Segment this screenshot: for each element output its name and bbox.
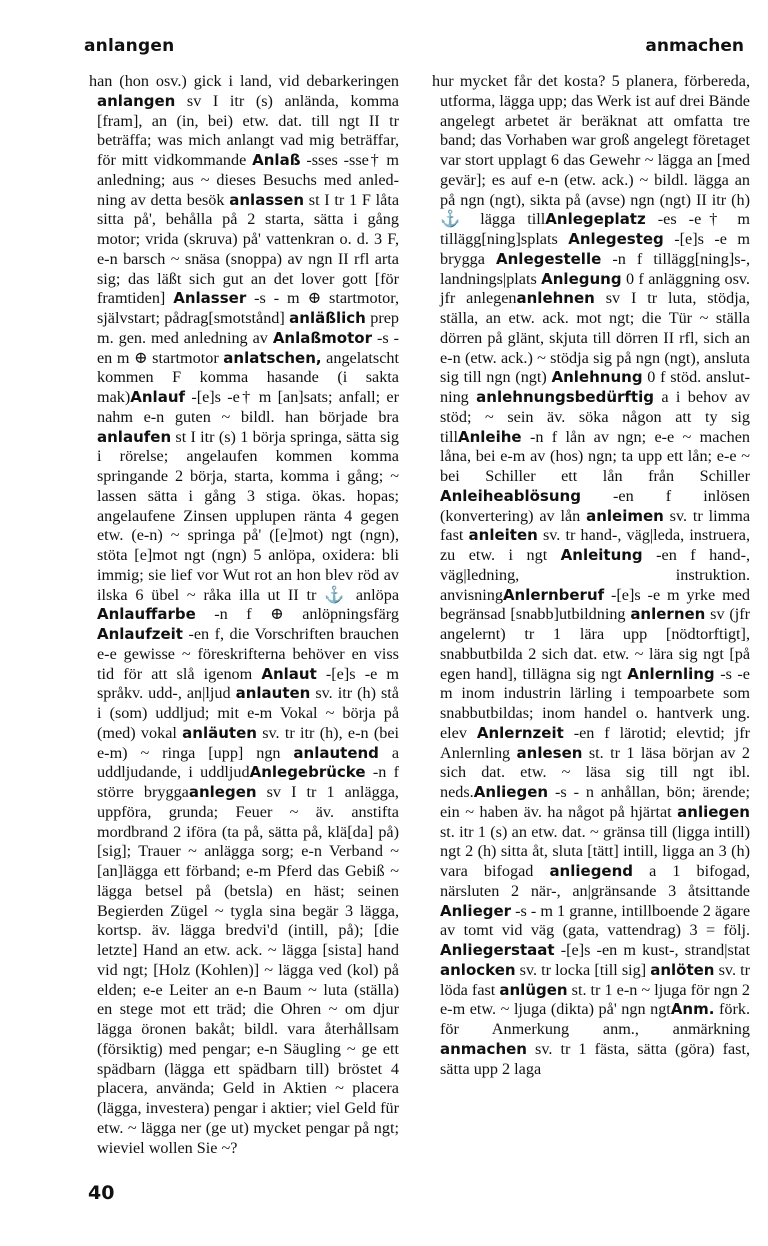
headword: Anlegesteg (568, 230, 664, 248)
entry-text: -[e]s -e† m [an]sats; anfall; er nahm e-n guten ~ bildl. han började bra (97, 388, 399, 426)
entry-text: sv I itr (s) anlända, komma [fram], an (in, bei) etw. dat. till ngt II tr beträffa; was mich anlangt vad mig beträffar, för mitt vidkommande (97, 91, 399, 169)
entry-text: -n f större brygga (97, 763, 399, 801)
entry-text: sv. tr limma fast (440, 506, 750, 545)
headword: anlatschen, (223, 348, 322, 367)
headword: Anleihe (458, 427, 522, 446)
entry-text: st. tr 1 läsa början av 2 sich dat. etw. ~ läsa sig till ngt ibl. neds. (440, 743, 751, 801)
headword: anlocken (440, 960, 516, 979)
entry-text: -[e]s -e m yrke med begränsad [snabb]utbildning (440, 585, 750, 624)
headword: anleiten (468, 526, 538, 545)
entry-text: -n f tillägg[ning]s-, landnings|plats (440, 249, 750, 288)
headword: anlaufen (97, 427, 172, 446)
headword: Anliegen (473, 783, 549, 801)
header-guide-word-left: anlangen (84, 36, 175, 56)
entry-text: -en f hand-, väg|ledning, instruktion. anvisning (440, 546, 751, 604)
page-number: 40 (88, 1182, 115, 1204)
dictionary-entry (89, 72, 399, 1158)
entry-text: -es -e† m tillägg[ning]splats (440, 210, 750, 248)
headword: anläuten (182, 723, 257, 742)
entry-text: 0 f anläggning osv. jfr anlegen (440, 269, 750, 308)
headword: anliegen (677, 802, 750, 821)
headword: Anlehnung (551, 368, 643, 387)
left-column (89, 72, 399, 1158)
headword: anmachen (440, 1039, 527, 1058)
headword: Anlaufzeit (97, 625, 183, 643)
entry-text: förk. för Anmerkung anm., anmärkning (440, 1000, 751, 1038)
headword: Anlauffarbe (97, 605, 196, 624)
headword: Anlaßmotor (272, 328, 372, 347)
headword: Anm. (670, 1000, 715, 1019)
entry-text: st. tr 1 e-n ~ ljuga för ngn 2 e-m etw. ~ ljuga (dikta) på' ngn ngt (440, 980, 750, 1019)
entry-text: -sses -sse† m anledning; aus ~ dieses Besuchs med anledning av detta besök (97, 151, 399, 209)
entry-text: a i behov av stöd; ~ sein äv. söka någon att ty sig till (440, 388, 751, 446)
entry-text: -s - m ⊕ startmotor, självstart; pådrag[smotstånd] (97, 289, 399, 327)
headword: anlöten (650, 960, 715, 979)
headword: Anlernberuf (502, 585, 605, 604)
headword: Anlernling (627, 664, 715, 683)
headword: anlügen (499, 980, 568, 999)
entry-text: han (hon osv.) gick i land, vid debarkeringen (89, 72, 399, 90)
right-column (432, 72, 750, 1079)
headword: Anlaut (261, 664, 317, 683)
entry-text: -s -e m inom industrin lärling i tempoarbete som snabbutbildas; inom handel o. hantverk ung. elev (440, 664, 750, 742)
headword: anlehnen (516, 289, 595, 308)
headword: Anliegerstaat (440, 941, 555, 959)
entry-text: -s - m 1 granne, intillboende 2 ägare av tomt vid väg (gata, vattendrag) 3 = följ. (440, 901, 750, 940)
entry-text: a 1 bifogad, närsluten 2 när-, an|gränsande 3 åtsittande (440, 862, 750, 900)
headword: Anlegestelle (496, 249, 602, 268)
entry-text: sv I tr 1 anlägga, uppföra, grunda; Feuer ~ äv. anstifta mordbrand 2 iföra (ta på, sätta på, klä[da] på) [sig]; Trauer ~ anlägga sorg; e-n Verband ~ [an]lägga ett förband; e-m Pferd das Gebiß ~ lägga betsel på (betsla) en häst; seinen Begierden Zügel ~ tygla sina begär 3 lägga, kortsp. äv. lägga bredvi'd (intill, på); [die letzte] Hand an etw. ack. ~ lägga [sista] hand vid ngt; [Holz (Kohlen)] ~ lägga ved (kol) på elden; e-e Leiter an e-n Baum ~ luta (ställa) en stege mot ett träd; die Ohren ~ om djur lägga öronen bakåt; bildl. vara återhållsam (försiktig) med pengar; e-n Säugling ~ ge ett spädbarn (lägga ett spädbarn till) bröstet 4 placera, använda; Geld in Aktien ~ placera (lägga, investera) pengar i aktier; viel Geld für etw. ~ lägga ner (ge ut) mycket pengar på ngt; wieviel wollen Sie ~? (97, 783, 399, 1157)
entry-text: sv (jfr angelernt) tr 1 lära upp [nödtorftigt], snabbutbilda 2 sich dat. etw. ~ lära sig ngt [på egen hand], tillägna sig ngt (440, 605, 751, 683)
entry-text: a uddljudande, i uddljud (97, 743, 400, 782)
headword: anläßlich (289, 309, 366, 327)
headword: Anlernzeit (476, 723, 564, 742)
entry-text: sv I tr luta, stödja, ställa, an etw. ack. mot ngt; die Tür ~ ställa dörren på glänt, skjuta till dörren II rfl, sich an e-n (etw. ack.) ~ stödja sig på ngn (ngt), ansluta sig till ngn (ngt) (440, 289, 750, 387)
headword: anlangen (97, 91, 176, 110)
entry-text: -[e]s -e m språkv. udd-, an|ljud (97, 664, 399, 703)
entry-text: -n f lån av ngn; e-e ~ machen låna, bei e-m av (hos) ngn; ta upp ett lån; e-e ~ bei Schiller ett lån från Schiller (440, 427, 750, 485)
headword: anlegen (188, 783, 257, 801)
headword: Anlasser (173, 289, 247, 308)
headword: Anlegung (541, 269, 622, 288)
entry-text: st I tr 1 F låta sitta på', behålla på 2 starta, sätta i gång motor; vrida (skruva) på' vattenkran o. d. 3 F, e-n barsch ~ snäsa (snoppa) av ngn II rfl arta sig; das läßt sich gut an det lover gott [för framtiden] (97, 190, 400, 308)
entry-text: st. itr 1 (s) an etw. dat. ~ gränsa till (ligga intill) ngt 2 (h) sitta åt, sluta [tätt] intill, ligga an 3 (h) vara bifogad (440, 822, 750, 880)
entry-text: -[e]s -en m kust-, strand|stat (554, 941, 750, 959)
headword: Anlaß (252, 151, 301, 169)
entry-text: -s - n anhållan, bön; ärende; ein ~ haben äv. ha något på hjärtat (440, 783, 750, 821)
entry-text: -en f lärotid; elevtid; jfr Anlernling (440, 723, 750, 762)
entry-text: angelatscht kommen F komma hasande (i sakta mak) (97, 348, 399, 406)
headword: anliegend (549, 862, 634, 880)
entry-text: -en f, die Vorschriften brauchen e-e gewisse ~ föreskrifterna behöver en viss tid för att slå igenom (97, 625, 399, 683)
entry-text: sv. tr hand-, väg|leda, instruera, zu etw. i ngt (440, 526, 750, 564)
dictionary-entry (432, 72, 750, 1079)
entry-text: -[e]s -e m brygga (440, 230, 751, 268)
entry-text: sv. tr itr (h), e-n (bei e-m) ~ ringa [upp] ngn (97, 723, 399, 762)
headword: Anlegeplatz (545, 210, 646, 229)
entry-text: prep m. gen. med anledning av (97, 309, 400, 347)
headword: Anlegebrücke (249, 763, 366, 782)
headword: Anlauf (130, 388, 186, 406)
entry-text: sv. tr locka [till sig] (515, 960, 651, 979)
entry-text: sv. tr 1 fästa, sätta (göra) fast, sätta upp 2 laga (440, 1039, 750, 1078)
entry-text: sv. tr löda fast (440, 960, 750, 999)
headword: Anleiheablösung (440, 486, 581, 505)
headword: anlautend (293, 743, 379, 762)
headword: anlehnungsbedürftig (476, 388, 654, 406)
entry-text: sv. itr (h) stå i (som) uddljud; mit e-m Vokal ~ börja på (med) vokal (97, 684, 399, 742)
entry-text: st I itr (s) 1 börja springa, sätta sig i rörelse; angelaufen kommen komma springande 2 börja, starta, komma i gång; ~ lassen sätta i gång 3 stiga. ökas. hopas; angelaufene Zinsen upplupen ränta 4 gegen etw. (e-n) ~ springa på' ([e]mot) ngt (ngn), stöta [e]mot ngt (ngn) 5 anlöpa, oxidera: bli immig; sie lief vor Wut rot an hon blev röd av ilska 6 übel ~ råka illa ut II tr ⚓ anlöpa (97, 427, 399, 604)
headword: Anleitung (560, 546, 643, 564)
headword: anleimen (586, 506, 664, 525)
headword: anlesen (516, 743, 583, 762)
header-guide-word-right: anmachen (645, 36, 744, 56)
entry-text: hur mycket får det kosta? 5 planera, förbereda, utforma, lägga upp; das Werk ist auf drei Bände angelegt arbetet är beräknat att omfatta tre band; das Vorhaben war groß angelegt företaget var stort upplagt 6 das Gewehr ~ lägga an [med gevär]; es auf e-n (etw. ack.) ~ bildl. lägga an på ngn (ngt), sikta på (avse) ngn (ngt) II itr (h) ⚓ lägga till (432, 72, 750, 229)
entry-text: -s -en m ⊕ startmotor (97, 328, 399, 367)
entry-text: -en f inlösen (konvertering) av lån (440, 486, 750, 525)
headword: anlassen (229, 190, 305, 209)
headword: anlauten (235, 684, 311, 703)
entry-text: -n f ⊕ anlöpningsfärg (195, 605, 399, 624)
entry-text: 0 f stöd. anslutning (440, 368, 750, 406)
headword: Anlieger (440, 901, 512, 920)
headword: anlernen (630, 605, 706, 624)
